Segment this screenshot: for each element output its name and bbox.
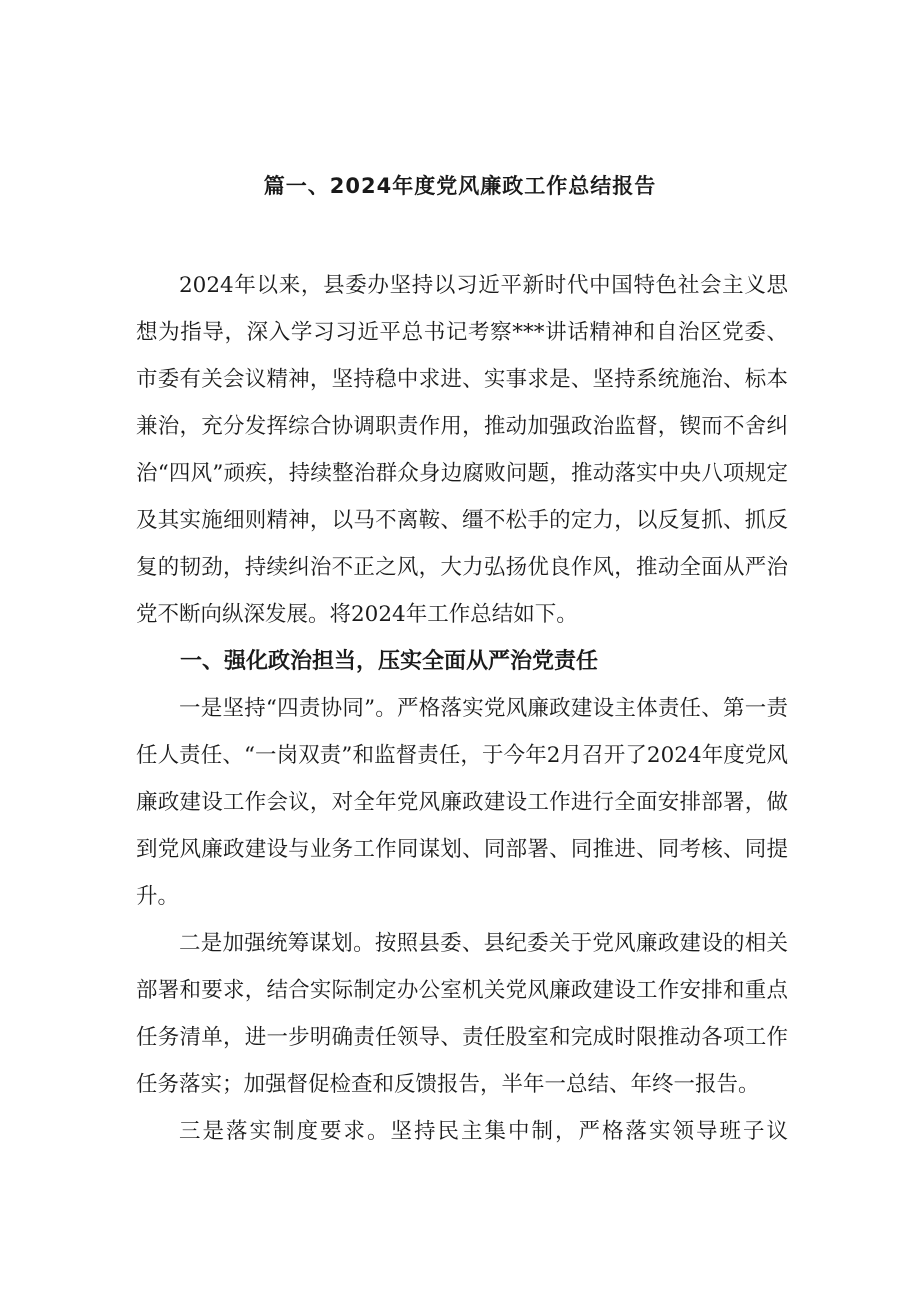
paragraph-overall-planning: 二是加强统筹谋划。按照县委、县纪委关于党风廉政建设的相关部署和要求，结合实际制定办公室机关党风廉政建设工作安排和重点任务清单，进一步明确责任领导、责任股室和完成时限推动各项工作任务落实；加强督促检查和反馈报告，半年一总结、年终一报告。 bbox=[136, 931, 788, 1097]
paragraph-system-requirements: 三是落实制度要求。坚持民主集中制，严格落实领导班子议 bbox=[179, 1119, 788, 1144]
document-title: 篇一、2024年度党风廉政工作总结报告 bbox=[263, 174, 657, 198]
paragraph-four-responsibilities: 一是坚持“四责协同”。严格落实党风廉政建设主体责任、第一责任人责任、“一岗双责”和监督责任，于今年2月召开了2024年度党风廉政建设工作会议，对全年党风廉政建设工作进行全面安排部署，做到党风廉政建设与业务工作同谋划、同部署、同推进、同考核、同提升。 bbox=[136, 696, 788, 909]
section-heading: 一、强化政治担当，压实全面从严治党责任 bbox=[180, 649, 599, 674]
intro-paragraph: 2024年以来，县委办坚持以习近平新时代中国特色社会主义思想为指导，深入学习习近平总书记考察***讲话精神和自治区党委、市委有关会议精神，坚持稳中求进、实事求是、坚持系统施治、标本兼治，充分发挥综合协调职责作用，推动加强政治监督，锲而不舍纠治“四风”顽疾，持续整治群众身边腐败问题，推动落实中央八项规定及其实施细则精神，以马不离鞍、缰不松手的定力，以反复抓、抓反复的韧劲，持续纠治不正之风，大力弘扬优良作风，推动全面从严治党不断向纵深发展。将2024年工作总结如下。 bbox=[136, 273, 788, 627]
document-body bbox=[136, 262, 788, 1155]
